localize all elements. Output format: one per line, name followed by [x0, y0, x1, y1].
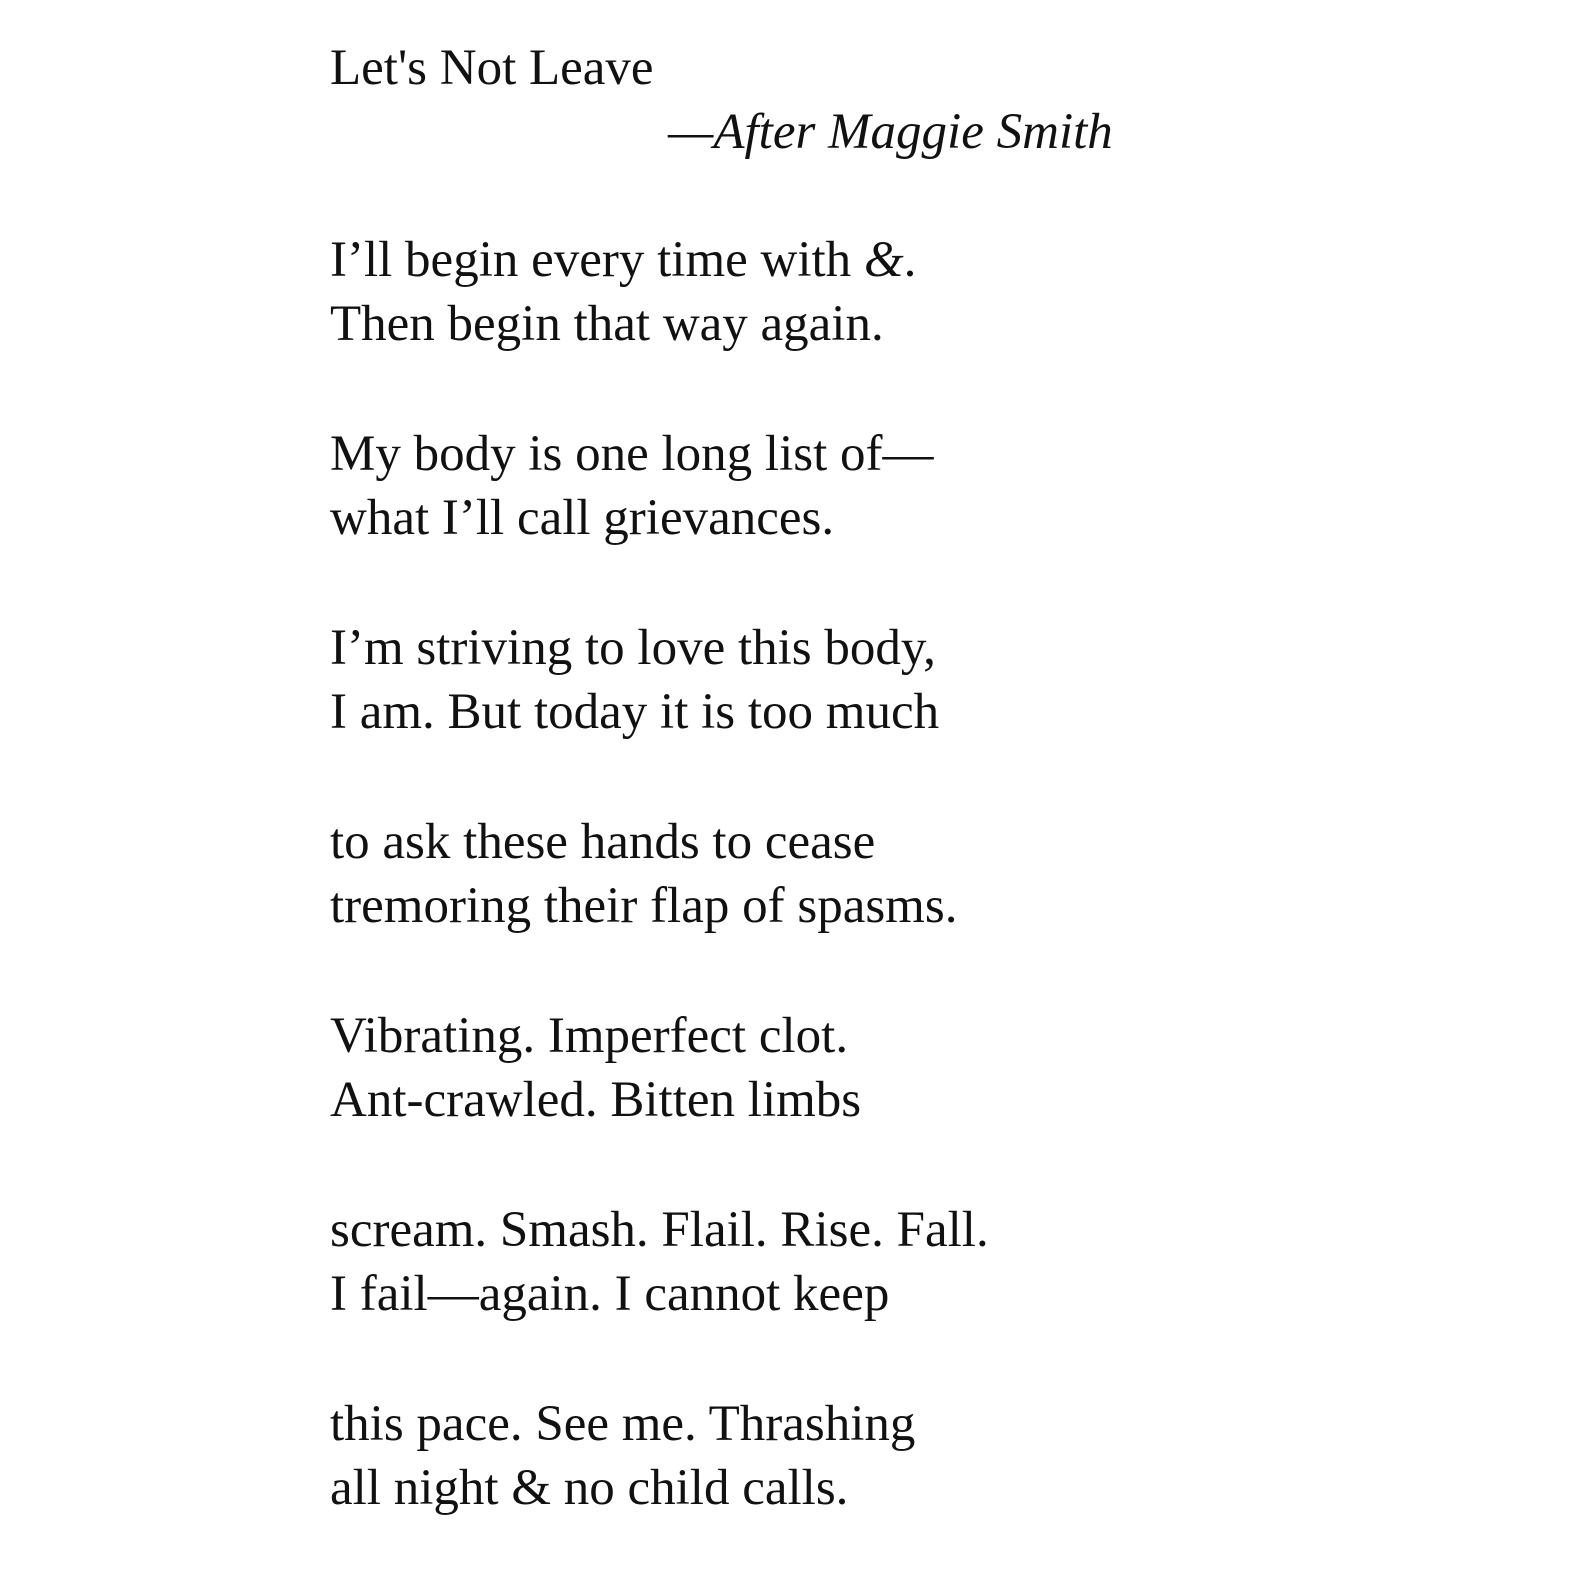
line-text-after: .	[903, 232, 917, 288]
stanza-4	[330, 810, 1430, 938]
poem-line: I’m striving to love this body,	[330, 620, 936, 676]
poem-line: all night & no child calls.	[330, 1460, 849, 1516]
poem-epigraph: —After Maggie Smith	[668, 104, 1113, 160]
stanza-2	[330, 422, 1430, 550]
line-text-before: I’ll begin every time with	[330, 232, 864, 288]
poem-body	[330, 228, 1430, 1586]
poem-line	[330, 228, 1430, 292]
stanza-3	[330, 616, 1430, 744]
poem-line: My body is one long list of—	[330, 426, 934, 482]
stanza-7	[330, 1392, 1430, 1520]
poem-line: Then begin that way again.	[330, 296, 884, 352]
stanza-6	[330, 1198, 1430, 1326]
poem-line: I am. But today it is too much	[330, 684, 940, 740]
poem-line: tremoring their flap of spasms.	[330, 878, 958, 934]
italic-ampersand: &	[863, 232, 904, 288]
poem-line: to ask these hands to cease	[330, 814, 876, 870]
poem-line: Ant-crawled. Bitten limbs	[330, 1072, 862, 1128]
poem-line: I fail—again. I cannot keep	[330, 1266, 890, 1322]
stanza-5	[330, 1004, 1430, 1132]
stanza-1	[330, 228, 1430, 356]
poem-line: this pace. See me. Thrashing	[330, 1396, 916, 1452]
poem-line: what I’ll call grievances.	[330, 490, 835, 546]
poem-line: scream. Smash. Flail. Rise. Fall.	[330, 1202, 989, 1258]
poem-line: Vibrating. Imperfect clot.	[330, 1008, 849, 1064]
poem-title: Let's Not Leave	[330, 40, 654, 96]
